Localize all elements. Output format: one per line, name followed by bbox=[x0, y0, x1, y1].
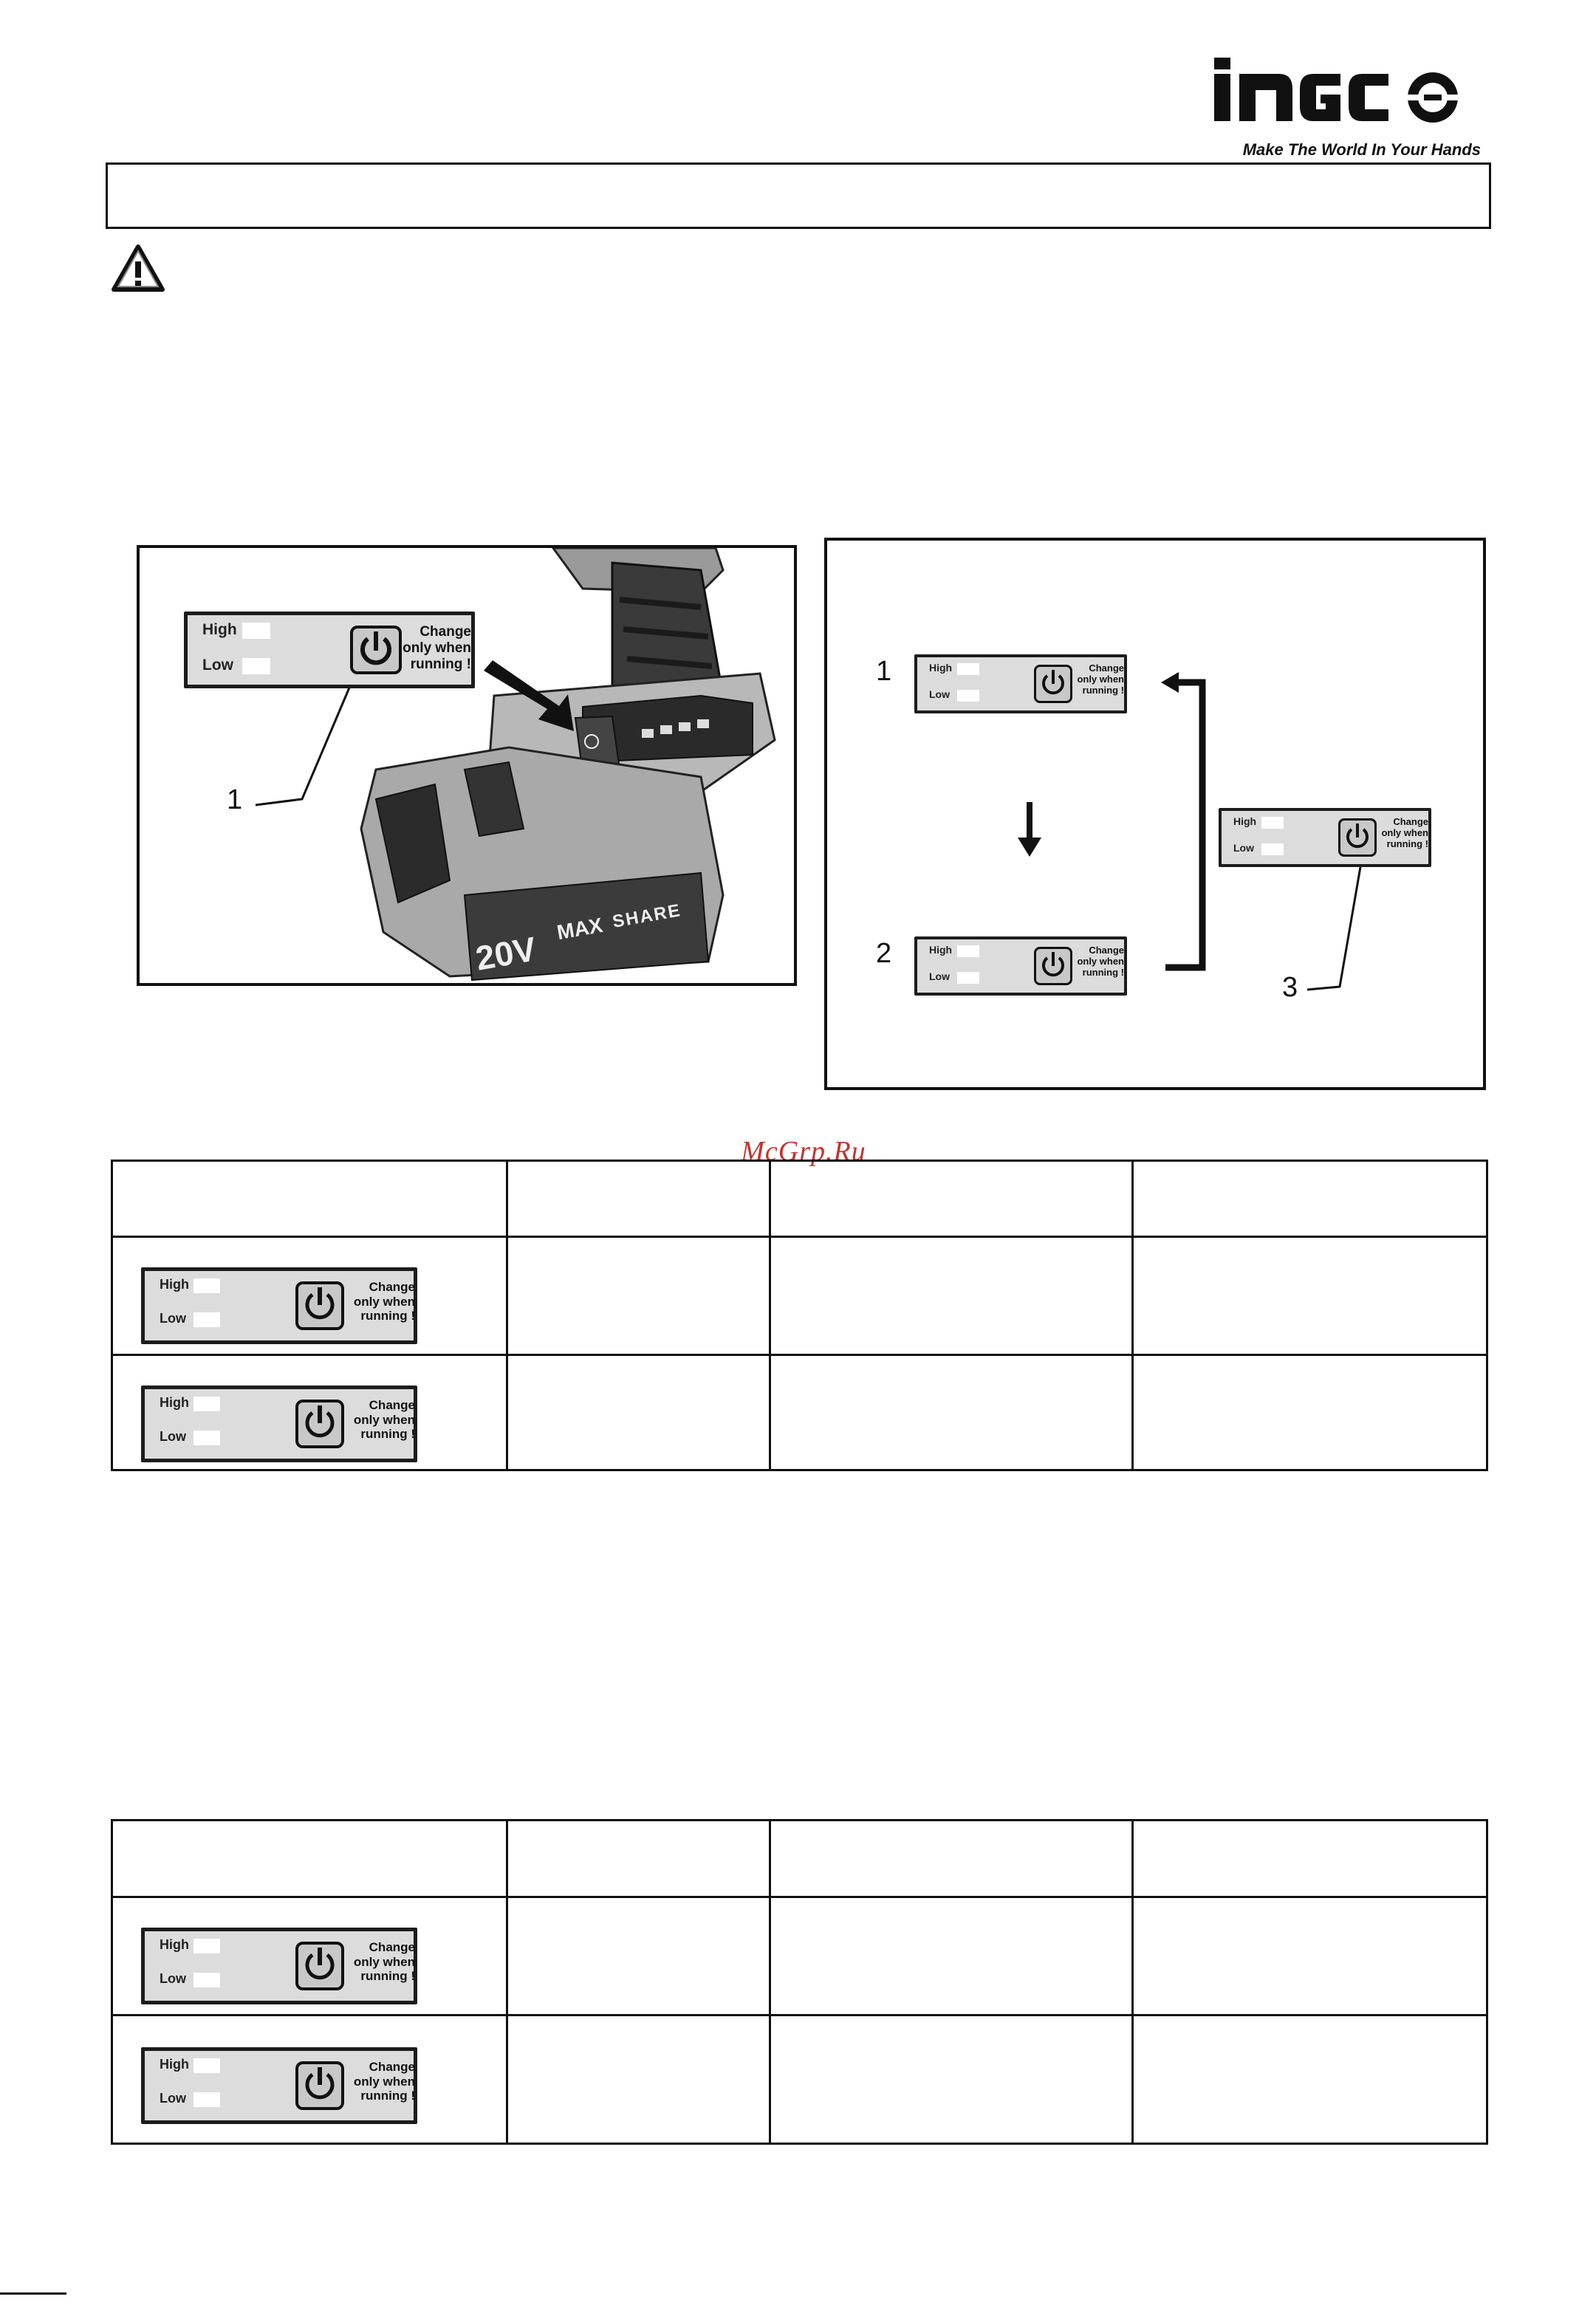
table-cell bbox=[1133, 1355, 1487, 1470]
power-button-icon bbox=[1034, 947, 1072, 985]
brand-logo bbox=[1211, 52, 1492, 159]
switch-panel-note bbox=[346, 1280, 415, 1323]
note-line2: only when bbox=[1077, 673, 1124, 685]
switch-high-label: High bbox=[202, 621, 237, 638]
note-line3: running ! bbox=[1082, 966, 1124, 978]
table-cell bbox=[507, 1237, 770, 1355]
switch-low-indicator bbox=[1261, 843, 1284, 855]
switch-high-label: High bbox=[929, 662, 953, 674]
switch-panel bbox=[184, 612, 475, 688]
note-line1: Change bbox=[1089, 662, 1124, 674]
speed-table-1 bbox=[111, 1160, 1488, 1471]
switch-high-indicator bbox=[193, 1397, 220, 1411]
switch-panel-note bbox=[346, 1940, 415, 1984]
table-cell bbox=[507, 1161, 770, 1237]
warning-triangle-icon bbox=[111, 244, 165, 294]
switch-high-label: High bbox=[929, 944, 953, 956]
power-button-icon bbox=[295, 2061, 344, 2110]
table-cell bbox=[1133, 1237, 1487, 1355]
table-cell bbox=[1133, 2015, 1487, 2144]
switch-high-label: High bbox=[160, 1937, 189, 1952]
table-cell bbox=[1133, 1821, 1487, 1897]
note-line3: running ! bbox=[410, 656, 471, 672]
switch-high-indicator bbox=[957, 945, 979, 957]
note-line2: only when bbox=[1077, 955, 1124, 967]
table-row bbox=[112, 1237, 1487, 1355]
note-line1: Change bbox=[369, 1940, 415, 1954]
brand-logo-word bbox=[1211, 52, 1492, 139]
note-line1: Change bbox=[419, 624, 471, 640]
note-line1: Change bbox=[1089, 945, 1124, 956]
table-cell bbox=[507, 1897, 770, 2015]
page-edge-mark bbox=[0, 2292, 66, 2295]
switch-panel-note bbox=[1377, 817, 1428, 850]
table-cell bbox=[112, 1161, 507, 1237]
table-header-row bbox=[112, 1821, 1487, 1897]
switch-low-indicator bbox=[193, 2092, 220, 2107]
ingco-logo-mark bbox=[1211, 52, 1484, 126]
switch-high-label: High bbox=[160, 1277, 189, 1292]
figure-switch-sequence bbox=[824, 538, 1486, 1090]
table-cell bbox=[112, 2015, 507, 2144]
note-line2: only when bbox=[353, 1954, 415, 1969]
switch-high-indicator bbox=[193, 2058, 220, 2073]
note-line3: running ! bbox=[360, 1309, 415, 1323]
table-cell bbox=[507, 1355, 770, 1470]
table-cell bbox=[1133, 1161, 1487, 1237]
table-row bbox=[112, 2015, 1487, 2144]
switch-low-indicator bbox=[193, 1431, 220, 1445]
note-line3: running ! bbox=[360, 2089, 415, 2103]
callout-2: 2 bbox=[876, 938, 892, 969]
switch-high-indicator bbox=[193, 1278, 220, 1293]
switch-panel bbox=[141, 1928, 417, 2004]
switch-low-label: Low bbox=[160, 2091, 186, 2106]
battery-share-label: SHARE bbox=[611, 900, 683, 932]
table-cell bbox=[112, 1821, 507, 1897]
note-line1: Change bbox=[369, 2060, 415, 2074]
switch-low-indicator bbox=[957, 972, 979, 984]
switch-low-label: Low bbox=[160, 1311, 186, 1326]
table-cell bbox=[770, 2015, 1133, 2144]
switch-panel-state-3 bbox=[1219, 808, 1431, 867]
table-cell bbox=[770, 1355, 1133, 1470]
switch-low-label: Low bbox=[202, 657, 233, 674]
switch-panel-note bbox=[1072, 663, 1124, 696]
brand-tagline: Make The World In Your Hands bbox=[1242, 140, 1481, 159]
note-line3: running ! bbox=[360, 1427, 415, 1442]
note-line2: only when bbox=[353, 1294, 415, 1309]
switch-panel-state-2 bbox=[914, 936, 1127, 996]
table-cell bbox=[507, 2015, 770, 2144]
table-cell bbox=[770, 1161, 1133, 1237]
table-cell bbox=[1133, 1897, 1487, 2015]
note-line1: Change bbox=[369, 1280, 415, 1294]
section-header-box bbox=[106, 162, 1491, 229]
switch-low-indicator bbox=[193, 1312, 220, 1327]
note-line1: Change bbox=[369, 1398, 415, 1412]
table-cell bbox=[770, 1237, 1133, 1355]
switch-high-label: High bbox=[160, 1395, 189, 1410]
switch-high-indicator bbox=[242, 623, 270, 639]
speed-table-2 bbox=[111, 1819, 1488, 2145]
table-row bbox=[112, 1897, 1487, 2015]
figure-drill-switch-location bbox=[137, 545, 797, 986]
switch-low-label: Low bbox=[929, 688, 950, 700]
switch-panel-note bbox=[346, 1398, 415, 1442]
switch-low-label: Low bbox=[1233, 842, 1254, 854]
switch-high-label: High bbox=[1233, 815, 1257, 827]
power-button-icon bbox=[1034, 665, 1072, 703]
switch-panel bbox=[141, 1386, 417, 1462]
callout-3: 3 bbox=[1282, 972, 1298, 1003]
table-row bbox=[112, 1355, 1487, 1470]
power-button-icon bbox=[295, 1400, 344, 1448]
table-header-row bbox=[112, 1161, 1487, 1237]
callout-1: 1 bbox=[876, 656, 892, 687]
note-line1: Change bbox=[1393, 816, 1428, 827]
table-cell bbox=[112, 1237, 507, 1355]
battery-voltage-label: 20V bbox=[473, 929, 539, 978]
switch-high-label: High bbox=[160, 2057, 189, 2072]
switch-panel-note bbox=[402, 624, 471, 673]
table-cell bbox=[112, 1355, 507, 1470]
switch-high-indicator bbox=[193, 1939, 220, 1953]
table-cell bbox=[770, 1821, 1133, 1897]
note-line2: only when bbox=[403, 640, 471, 656]
switch-low-label: Low bbox=[160, 1971, 186, 1986]
note-line2: only when bbox=[353, 1412, 415, 1427]
note-line3: running ! bbox=[360, 1969, 415, 1984]
switch-high-indicator bbox=[1261, 817, 1284, 829]
power-button-icon bbox=[350, 626, 402, 674]
note-line2: only when bbox=[1381, 826, 1428, 838]
power-button-icon bbox=[1338, 818, 1377, 857]
watermark: McGrp.Ru bbox=[741, 1136, 866, 1167]
power-button-icon bbox=[295, 1942, 344, 1990]
switch-low-label: Low bbox=[929, 970, 950, 982]
switch-low-indicator bbox=[193, 1973, 220, 1987]
switch-panel-state-1 bbox=[914, 654, 1127, 713]
note-line3: running ! bbox=[1386, 838, 1428, 849]
power-button-icon bbox=[295, 1281, 344, 1330]
table-cell bbox=[507, 1821, 770, 1897]
table-cell bbox=[770, 1897, 1133, 2015]
switch-panel bbox=[141, 1267, 417, 1344]
switch-low-indicator bbox=[957, 690, 979, 702]
switch-panel-note bbox=[1072, 945, 1124, 979]
note-line3: running ! bbox=[1082, 684, 1124, 696]
switch-high-indicator bbox=[957, 663, 979, 675]
switch-panel bbox=[141, 2047, 417, 2124]
note-line2: only when bbox=[353, 2074, 415, 2089]
switch-low-indicator bbox=[242, 658, 270, 674]
callout-1: 1 bbox=[227, 784, 243, 815]
switch-low-label: Low bbox=[160, 1429, 186, 1444]
table-cell bbox=[112, 1897, 507, 2015]
switch-panel-note bbox=[346, 2060, 415, 2103]
battery-max-label: MAX bbox=[555, 913, 605, 945]
